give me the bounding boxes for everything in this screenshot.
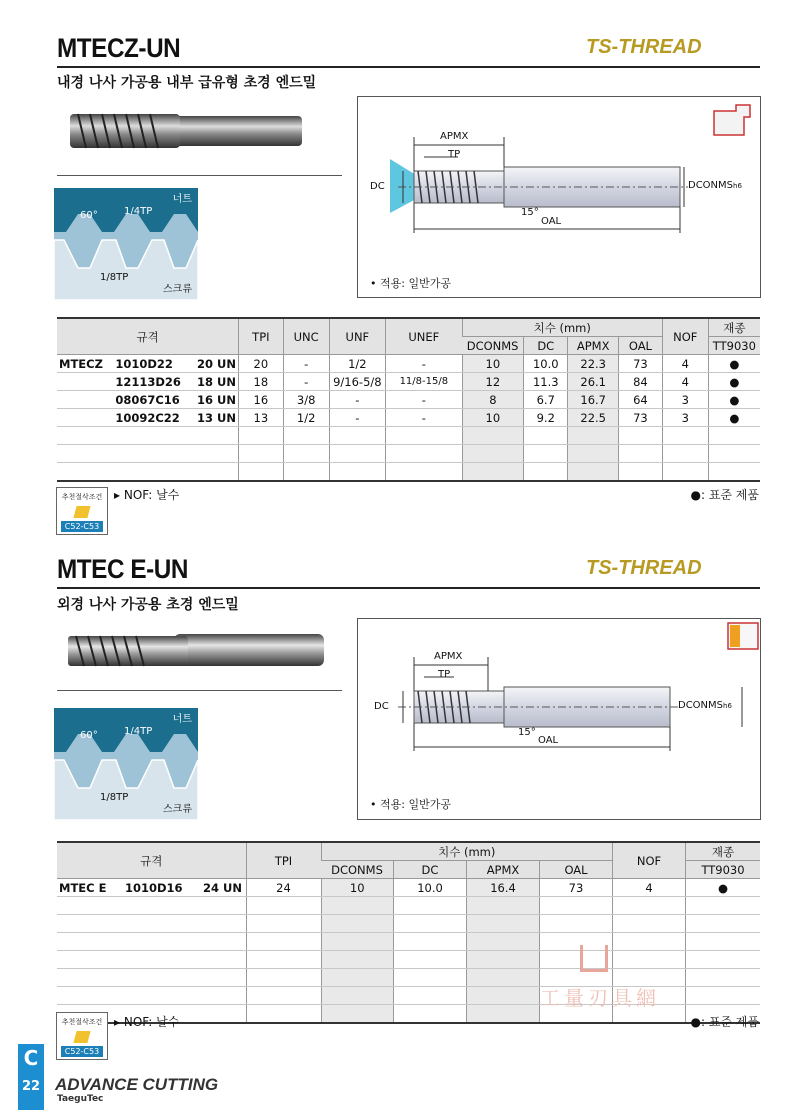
section1-tool-image [60, 108, 310, 156]
section1-apmx-label: APMX [440, 131, 469, 142]
header-dims: 치수 (mm) [462, 318, 662, 337]
table-row-empty [57, 463, 760, 482]
header-spec: 규격 [57, 842, 246, 879]
section2-cutting-badge[interactable] [56, 1012, 108, 1060]
header-tpi: TPI [246, 842, 321, 879]
section1-quarter-tp: 1/4TP [124, 206, 153, 217]
section1-image-divider [57, 175, 342, 176]
section1-eighth-tp: 1/8TP [100, 272, 129, 283]
section1-cutting-badge[interactable] [56, 487, 108, 535]
table-row-empty [57, 445, 760, 463]
section2-title: MTEC E-UN [57, 554, 188, 584]
section1-screw-label: 스크류 [163, 284, 192, 295]
section2-thread-profile [54, 708, 198, 820]
insert-icon [73, 506, 90, 518]
header-dims: 치수 (mm) [321, 842, 613, 861]
section1-dconms-label: DCONMSh6 [688, 180, 742, 191]
brand-logo: ADVANCE CUTTING [55, 1075, 219, 1094]
section2-logo: TS-THREAD [586, 557, 702, 579]
section2-nut-label: 너트 [172, 714, 192, 725]
table-row: MTEC E 1010D16 24 UN 24 10 10.0 16.4 73 4 ● [57, 879, 760, 897]
header-tpi: TPI [239, 318, 284, 355]
section-tab [18, 1044, 44, 1110]
header-unc: UNC [283, 318, 329, 355]
insert-icon [73, 1031, 90, 1043]
header-tt9030: TT9030 [708, 337, 760, 355]
section2-drawing [357, 618, 761, 820]
table-row-empty [57, 897, 760, 915]
section1-angle-label: 60° [80, 210, 98, 221]
section2-rule [57, 587, 760, 589]
header-tt9030: TT9030 [686, 861, 761, 879]
table-row: 08067C16 16 UN 16 3/8 - - 8 6.7 16.7 64 3 ● [57, 391, 760, 409]
section2-quarter-tp: 1/4TP [124, 726, 153, 737]
section1-angle-label-drawing: 15° [521, 207, 539, 218]
header-dconms: DCONMS [462, 337, 523, 355]
watermark-icon [580, 945, 608, 972]
section1-nut-label: 너트 [172, 194, 192, 205]
section2-application-note: • 적용: 일반가공 [370, 798, 451, 811]
header-unf: UNF [329, 318, 385, 355]
section2-dconms-label: DCONMSh6 [678, 700, 732, 711]
section1-thread-profile [54, 188, 198, 300]
page-number: 22 [21, 1079, 41, 1094]
section2-subtitle: 외경 나사 가공용 초경 엔드밀 [57, 597, 239, 613]
section1-title: MTECZ-UN [57, 33, 181, 63]
section2-nof-note: ▸ NOF: 날수 [114, 1015, 180, 1029]
header-grade: 재종 [708, 318, 760, 337]
section1-rule [57, 66, 760, 68]
section2-tool-image [64, 628, 326, 674]
header-dc: DC [524, 337, 568, 355]
section1-logo: TS-THREAD [586, 36, 702, 58]
section2-eighth-tp: 1/8TP [100, 792, 129, 803]
badge-title: 추천절삭조건 [61, 1018, 103, 1026]
header-oal: OAL [618, 337, 662, 355]
header-apmx: APMX [568, 337, 619, 355]
header-dconms: DCONMS [321, 861, 394, 879]
header-oal: OAL [540, 861, 613, 879]
table-row-empty [57, 915, 760, 933]
section1-spec-table [57, 317, 760, 482]
header-unef: UNEF [386, 318, 463, 355]
badge-title: 추천절삭조건 [61, 493, 103, 501]
table-row: 10092C22 13 UN 13 1/2 - - 10 9.2 22.5 73 3 ● [57, 409, 760, 427]
section1-tp-label: TP [448, 149, 461, 160]
header-apmx: APMX [467, 861, 540, 879]
watermark-text: 工量刃具網 [540, 986, 660, 1010]
table-row-empty [57, 427, 760, 445]
section2-tp-label: TP [438, 669, 451, 680]
section2-angle-label: 60° [80, 730, 98, 741]
section2-oal-label: OAL [538, 735, 559, 746]
section1-oal-label: OAL [541, 216, 562, 227]
section2-dc-label: DC [374, 701, 389, 712]
table-row: MTECZ 1010D22 20 UN 20 - 1/2 - 10 10.0 22.3 73 4 ● [57, 355, 760, 373]
section1-dc-label: DC [370, 181, 385, 192]
header-grade: 재종 [686, 842, 761, 861]
section1-legend: ●: 표준 제품 [690, 488, 759, 502]
header-dc: DC [394, 861, 467, 879]
header-spec: 규격 [57, 318, 239, 355]
section-letter: C [23, 1046, 39, 1070]
header-nof: NOF [613, 842, 686, 879]
badge-code: C52-C53 [61, 521, 103, 532]
section2-angle-label-drawing: 15° [518, 727, 536, 738]
section2-apmx-label: APMX [434, 651, 463, 662]
section2-legend: ●: 표준 제품 [690, 1015, 759, 1029]
brand-sub: TaeguTec [57, 1094, 104, 1104]
table-row-empty [57, 951, 760, 969]
table-row: 12113D26 18 UN 18 - 9/16-5/8 11/8-15/8 12 11.3 26.1 84 4 ● [57, 373, 760, 391]
section2-image-divider [57, 690, 342, 691]
header-nof: NOF [662, 318, 708, 355]
section1-subtitle: 내경 나사 가공용 내부 급유형 초경 엔드밀 [57, 75, 317, 91]
section2-screw-label: 스크류 [163, 804, 192, 815]
section1-nof-note: ▸ NOF: 날수 [114, 488, 180, 502]
table-row-empty [57, 933, 760, 951]
section1-drawing [357, 96, 761, 298]
badge-code: C52-C53 [61, 1046, 103, 1057]
section1-application-note: • 적용: 일반가공 [370, 277, 451, 290]
